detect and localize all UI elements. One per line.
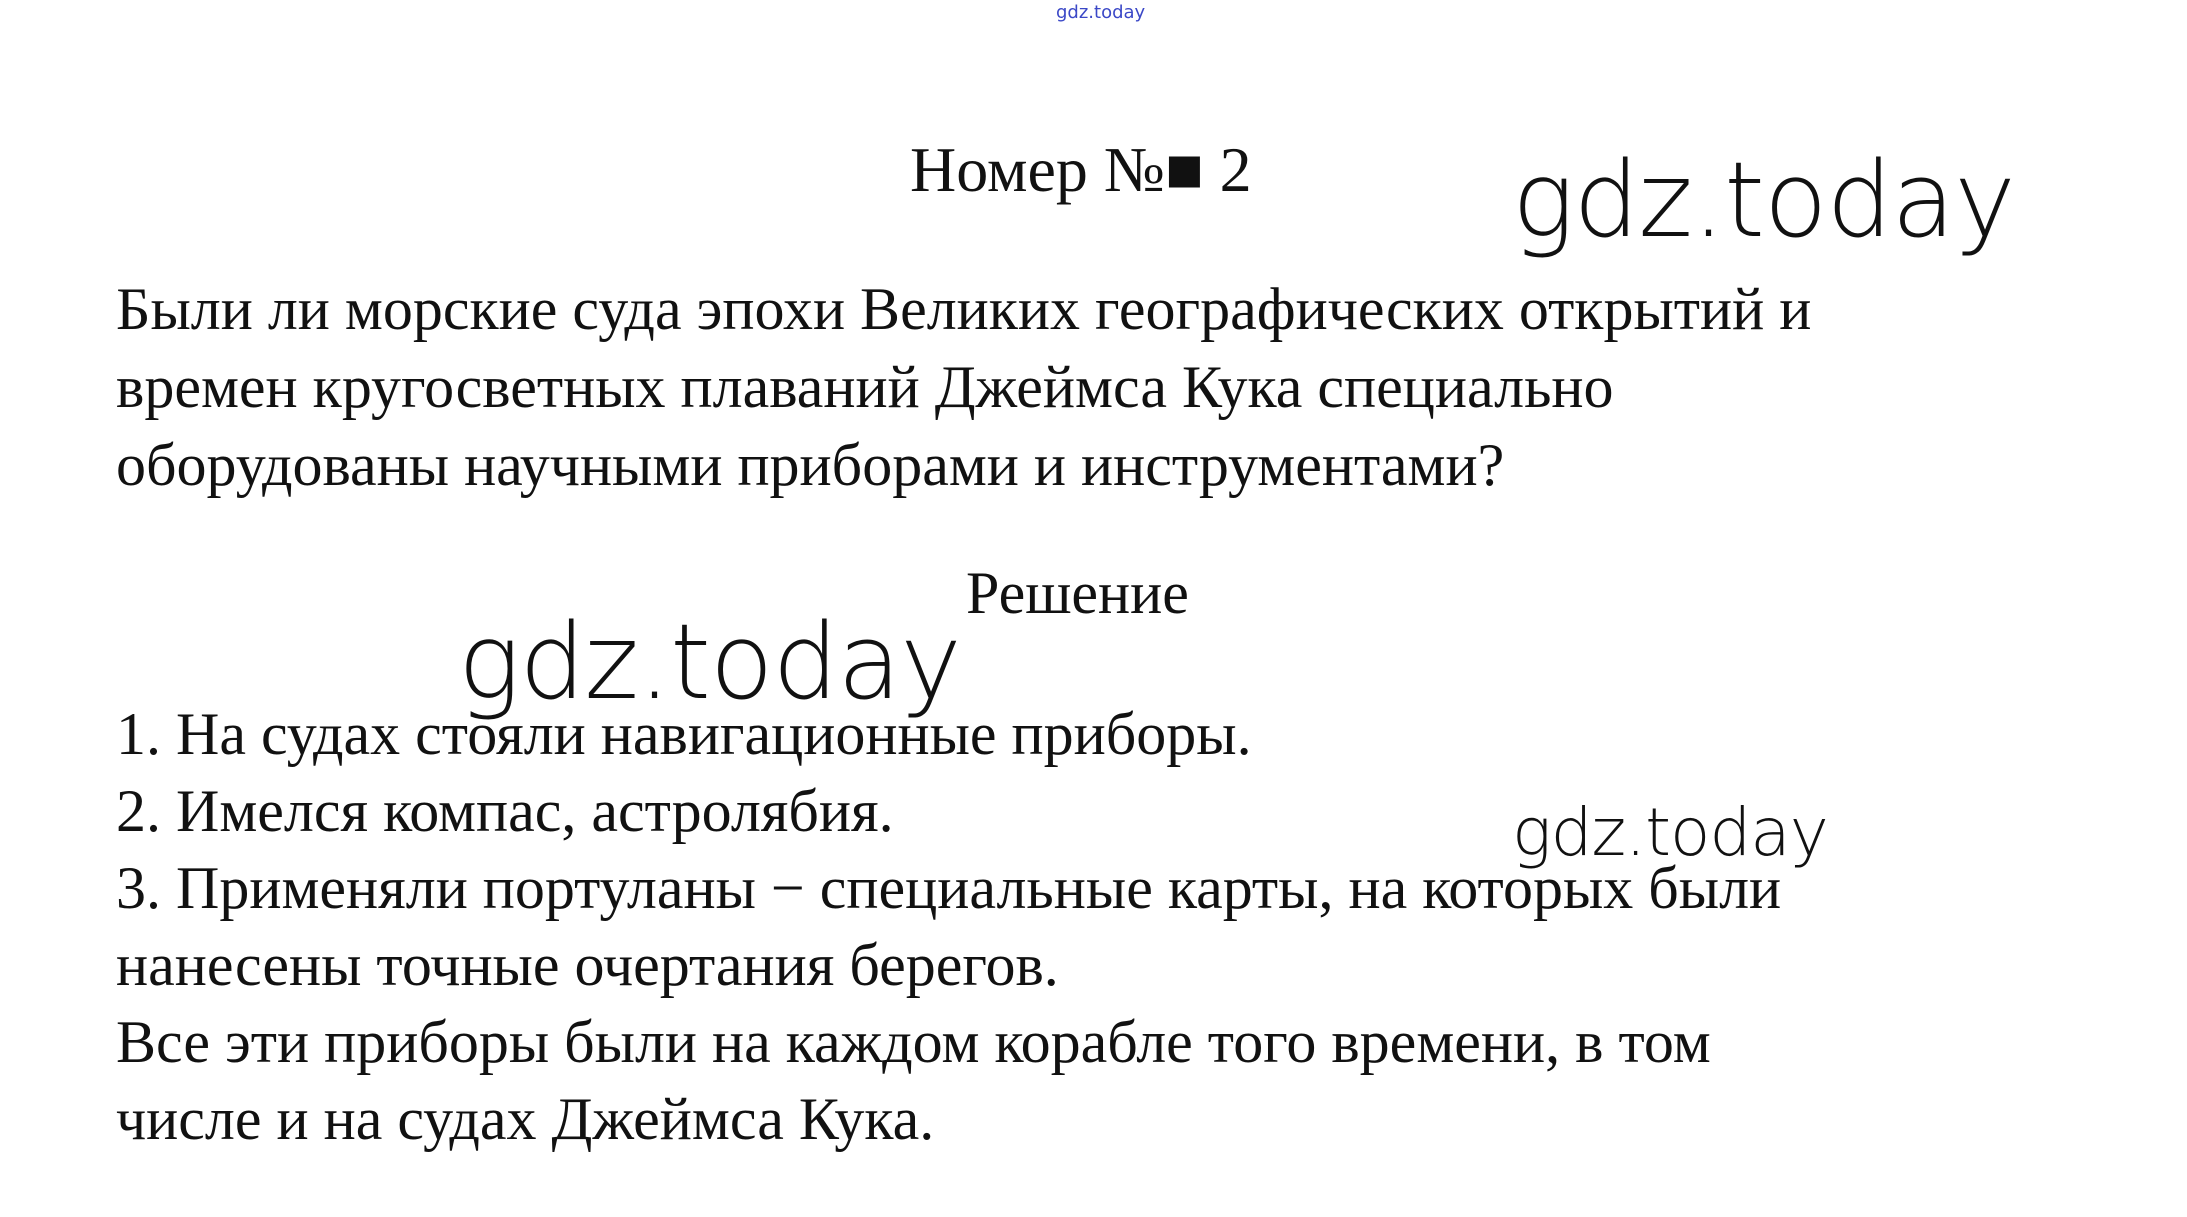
watermark: gdz.today xyxy=(458,601,961,723)
answer-line: нанесены точные очертания берегов. xyxy=(116,932,1059,998)
question-line: времен кругосветных плаваний Джеймса Кука специально xyxy=(116,354,1614,420)
answer-line: числе и на судах Джеймса Кука. xyxy=(116,1086,935,1152)
watermark: gdz.today xyxy=(1512,794,1828,871)
question-line: Были ли морские суда эпохи Великих географических открытий и xyxy=(116,276,1812,342)
top-site-link[interactable]: gdz.today xyxy=(1056,2,1146,23)
question-text xyxy=(116,270,2116,504)
watermark: gdz.today xyxy=(1512,139,2015,261)
answer-line: 2. Имелся компас, астролябия. xyxy=(116,778,894,844)
answer-line: 3. Применяли портуланы − специальные карты, на которых были xyxy=(116,855,1782,921)
task-number-heading: Номер №■ 2 xyxy=(910,134,1252,205)
answer-text xyxy=(116,696,2116,1158)
answer-line: 1. На судах стояли навигационные приборы. xyxy=(116,701,1252,767)
solution-heading: Решение xyxy=(966,560,1189,626)
question-line: оборудованы научными приборами и инструментами? xyxy=(116,432,1505,498)
answer-line: Все эти приборы были на каждом корабле того времени, в том xyxy=(116,1009,1711,1075)
